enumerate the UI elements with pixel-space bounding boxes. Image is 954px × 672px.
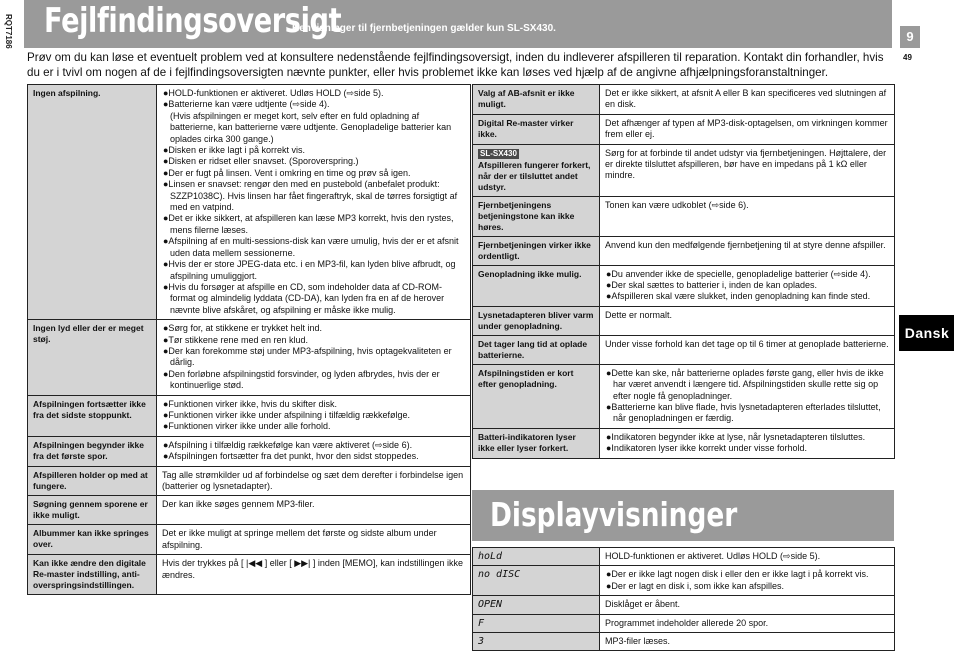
table-row — [28, 395, 471, 436]
solution-cell — [600, 633, 895, 651]
solution-line: ●Der kan forekomme støj under MP3-afspilning, hvis optagekvaliteten er dårlig. — [163, 345, 452, 368]
solution-line: Programmet indeholder allerede 20 spor. — [605, 617, 769, 628]
display-section-header — [472, 490, 894, 541]
solution-cell — [157, 555, 471, 595]
problem-cell — [473, 236, 600, 265]
table-row — [473, 144, 895, 196]
solution-line: Sørg for at forbinde til andet udstyr via fjernbetjeningen. Højttalere, der er direkte tilsluttet afspilleren, bør have en impedans på 1 kΩ eller mindre. — [605, 147, 887, 181]
display-code: OPEN — [473, 596, 600, 614]
solution-line: ●Afspilleren skal være slukket, inden genopladning kan finde sted. — [606, 291, 871, 302]
problem-cell — [28, 395, 157, 436]
solution-line: ●Det er ikke sikkert, at afspilleren kan læse MP3 korrekt, hvis den rystes, mens filerne læses. — [163, 213, 454, 235]
problem-text: Valg af AB-afsnit er ikke muligt. — [478, 88, 575, 109]
table-row — [473, 614, 895, 632]
solution-line: ●Sørg for, at stikkene er trykket helt ind. — [163, 323, 322, 334]
solution-cell — [600, 614, 895, 632]
troubleshooting-table-left — [27, 84, 471, 595]
solution-line: ●HOLD-funktionen er aktiveret. Udløs HOLD (⇨side 5). — [163, 88, 384, 98]
problem-cell — [28, 555, 157, 595]
solution-cell — [600, 196, 895, 236]
solution-cell — [157, 320, 471, 395]
solution-line: Anvend kun den medfølgende fjernbetjening til at styre denne afspiller. — [605, 239, 886, 250]
solution-cell — [600, 428, 895, 458]
solution-line: Tag alle strømkilder ud af forbindelse og sæt dem derefter i forbindelse igen (batterier og lysnetadapter). — [162, 469, 464, 491]
solution-line: Der kan ikke søges gennem MP3-filer. — [162, 499, 315, 510]
solution-line: Det er ikke muligt at springe mellem det første og sidste album under afspilning. — [162, 528, 437, 550]
problem-cell — [473, 114, 600, 144]
problem-text: Albummer kan ikke springes over. — [33, 528, 149, 550]
problem-text: Afspilleren holder op med at fungere. — [33, 469, 148, 491]
solution-line: ●Der er fugt på linsen. Vent i omkring en time og prøv så igen. — [163, 167, 411, 178]
problem-text: Afspilningen begynder ikke fra det første spor. — [33, 439, 144, 461]
solution-line: ●Indikatoren begynder ikke at lyse, når lysnetadapteren tilsluttes. — [606, 431, 866, 442]
solution-cell — [600, 265, 895, 306]
table-row — [473, 265, 895, 306]
problem-cell — [28, 320, 157, 395]
problem-text: Afspilningstiden er kort efter genopladning. — [478, 367, 574, 389]
solution-cell — [600, 306, 895, 335]
solution-cell — [157, 525, 471, 555]
page-number: 9 — [900, 26, 920, 48]
table-row — [473, 428, 895, 458]
solution-line: Disklåget er åbent. — [605, 599, 681, 610]
problem-cell — [473, 428, 600, 458]
solution-line: ●Batterierne kan være udtjente (⇨side 4). — [163, 99, 330, 110]
solution-line: Hvis der trykkes på [ |◀◀ ] eller [ ▶▶| ] inden [MEMO], kan indstillingen ikke ændres. — [162, 558, 463, 580]
solution-line: ●Funktionen virker ikke under alle forhold. — [163, 421, 331, 432]
table-row — [473, 364, 895, 428]
display-code: F — [473, 614, 600, 632]
solution-line: HOLD-funktionen er aktiveret. Udløs HOLD (⇨side 5). — [605, 551, 821, 561]
solution-cell — [600, 85, 895, 115]
header-subtitle: Henvisninger til fjernbetjeningen gælder kun SL-SX430. — [292, 23, 556, 34]
solution-line: ●Linsen er snavset: rengør den med en pustebold (anbefalet produkt: SZZP1038C). Hvis linsen har fået fingeraftryk, skal de tørres forsigtigt af med en vatpind. — [163, 179, 458, 213]
problem-text: Afspilningen fortsætter ikke fra det sidste stoppunkt. — [33, 398, 146, 420]
model-tag: SL-SX430 — [480, 148, 517, 158]
problem-text: Det tager lang tid at oplade batterierne. — [478, 338, 588, 360]
solution-line: ●Du anvender ikke de specielle, genopladelige batterier (⇨side 4). — [606, 268, 871, 279]
solution-line: ●Afspilning af en multi-sessions-disk kan være umulig, hvis der er et afsnit uden data mellem sessionerne. — [163, 236, 459, 258]
solution-cell — [600, 548, 895, 566]
table-row — [28, 496, 471, 525]
solution-line: ●Der er lagt en disk i, som ikke kan afspilles. — [606, 580, 785, 591]
table-row — [473, 335, 895, 364]
problem-cell — [473, 196, 600, 236]
intro-text: Prøv om du kan løse et eventuelt problem ved at konsultere nedenstående fejlfindingsoversigt, inden du indleverer afspilleren til reparation. Kontakt din forhandler, hvis du er i tvivl om nogen af de i fejlfindingsoversigten nævnte punkter, eller hvis problemet ikke kan løses ved hjælp af de angivne afhjælpningsforanstaltninger. — [27, 51, 884, 79]
problem-text: Ingen afspilning. — [33, 88, 101, 98]
table-row — [28, 525, 471, 555]
problem-text: Batteri-indikatoren lyser ikke eller lyser forkert. — [478, 431, 576, 453]
solution-cell — [157, 496, 471, 525]
problem-cell — [28, 496, 157, 525]
problem-cell — [473, 85, 600, 115]
table-row — [473, 566, 895, 596]
table-row — [28, 466, 471, 496]
solution-line: ●Hvis du forsøger at afspille en CD, som indeholder data af CD-ROM-format og almindelig lyddata (CD-DA), kan lyden fra en af de herover nævnte blive afskåret, og afspilning er måske ikke mulig. — [163, 281, 445, 315]
table-row — [473, 548, 895, 566]
display-section-title: Displayvisninger — [490, 495, 738, 534]
problem-cell — [473, 144, 600, 196]
header-bar — [24, 0, 892, 48]
problem-text: Fjernbetjeningen virker ikke ordentligt. — [478, 239, 591, 261]
language-tab: Dansk — [899, 315, 954, 351]
solution-line: ●Indikatoren lyser ikke korrekt under visse forhold. — [606, 443, 808, 454]
solution-cell — [600, 596, 895, 614]
solution-line: ●Afspilningen fortsætter fra det punkt, hvor den sidst stoppedes. — [163, 451, 419, 462]
table-row — [28, 436, 471, 466]
display-code: no dISC — [473, 566, 600, 596]
solution-line: ●Den forløbne afspilningstid forsvinder, og lyden afbrydes, hvis der er kontinuerlige stød. — [163, 368, 440, 391]
solution-cell — [600, 144, 895, 196]
solution-line: Under visse forhold kan det tage op til 6 timer at genoplade batterierne. — [605, 338, 889, 349]
solution-line: ●Batterierne kan blive flade, hvis lysnetadapteren efterlades tilsluttet, når genopladningen er færdig. — [606, 402, 881, 424]
solution-line: ●Funktionen virker ikke, hvis du skifter disk. — [163, 398, 337, 409]
problem-cell — [473, 364, 600, 428]
problem-text: Søgning gennem sporene er ikke muligt. — [33, 499, 148, 521]
model-number: RQT7186 — [3, 14, 13, 49]
page-number-small: 49 — [903, 53, 912, 62]
solution-cell — [157, 436, 471, 466]
problem-text: Ingen lyd eller der er meget støj. — [33, 323, 144, 345]
table-row — [473, 196, 895, 236]
solution-line: ●Der er ikke lagt nogen disk i eller den er ikke lagt i på korrekt vis. — [606, 569, 869, 580]
table-row — [28, 320, 471, 395]
problem-cell — [28, 525, 157, 555]
solution-line: ●Der skal sættes to batterier i, inden de kan oplades. — [606, 280, 818, 291]
display-code: hoLd — [473, 548, 600, 566]
page-title: Fejlfindingsoversigt — [44, 1, 342, 41]
problem-cell — [473, 335, 600, 364]
solution-line: (Hvis afspilningen er meget kort, selv efter en fuld opladning af batterierne, kan batterierne være udtjente. Genopladelige batterier kan oplades cirka 300 gange.) — [170, 110, 452, 144]
problem-cell — [473, 265, 600, 306]
solution-line: ●Afspilning i tilfældig rækkefølge kan være aktiveret (⇨side 6). — [163, 439, 413, 450]
solution-line: Dette er normalt. — [605, 309, 673, 320]
problem-text: Kan ikke ændre den digitale Re-master indstilling, anti-overspringsindstillingen. — [33, 558, 146, 591]
solution-cell — [157, 466, 471, 496]
troubleshooting-table-right — [472, 84, 895, 459]
solution-line: Det er ikke sikkert, at afsnit A eller B kan specificeres ved slutningen af en disk. — [605, 88, 887, 110]
solution-cell — [600, 364, 895, 428]
table-row — [473, 114, 895, 144]
display-table — [472, 547, 895, 651]
table-row — [473, 306, 895, 335]
table-row — [473, 596, 895, 614]
solution-cell — [157, 395, 471, 436]
problem-cell — [28, 466, 157, 496]
table-row — [473, 236, 895, 265]
problem-text: Fjernbetjeningens betjeningstone kan ikke høres. — [478, 199, 575, 232]
problem-cell — [473, 306, 600, 335]
solution-line: Det afhænger af typen af MP3-disk-optagelsen, om virkningen kommer frem eller ej. — [605, 117, 888, 140]
solution-line: ●Disken er ikke lagt i på korrekt vis. — [163, 145, 305, 156]
solution-line: ●Disken er ridset eller snavset. (Sporoverspring.) — [163, 156, 359, 167]
problem-text: Genopladning ikke mulig. — [478, 268, 582, 279]
table-row — [28, 85, 471, 320]
problem-text: Digital Re-master virker ikke. — [478, 117, 574, 139]
solution-line: Tonen kan være udkoblet (⇨side 6). — [605, 199, 749, 210]
display-code: 3 — [473, 633, 600, 651]
solution-line: ●Dette kan ske, når batterierne oplades første gang, eller hvis de ikke har været anvendt i længere tid. Afspilningstiden skulle rette sig op efter nogle få genopladninger. — [606, 367, 884, 401]
solution-cell — [600, 236, 895, 265]
table-row — [473, 633, 895, 651]
solution-cell — [157, 85, 471, 320]
problem-text: Afspilleren fungerer forkert, når der er tilsluttet andet udstyr. — [478, 159, 591, 192]
solution-cell — [600, 335, 895, 364]
solution-line: ●Tør stikkene rene med en ren klud. — [163, 334, 308, 345]
solution-cell — [600, 566, 895, 596]
solution-line: ●Hvis der er store JPEG-data etc. i en MP3-fil, kan lyden blive afbrudt, og afspilning umuliggjort. — [163, 259, 456, 281]
solution-cell — [600, 114, 895, 144]
problem-text: Lysnetadapteren bliver varm under genopladning. — [478, 309, 594, 331]
problem-cell — [28, 85, 157, 320]
problem-cell — [28, 436, 157, 466]
table-row — [28, 555, 471, 595]
table-row — [473, 85, 895, 115]
solution-line: ●Funktionen virker ikke under afspilning i tilfældig rækkefølge. — [163, 409, 411, 420]
solution-line: MP3-filer læses. — [605, 636, 671, 647]
